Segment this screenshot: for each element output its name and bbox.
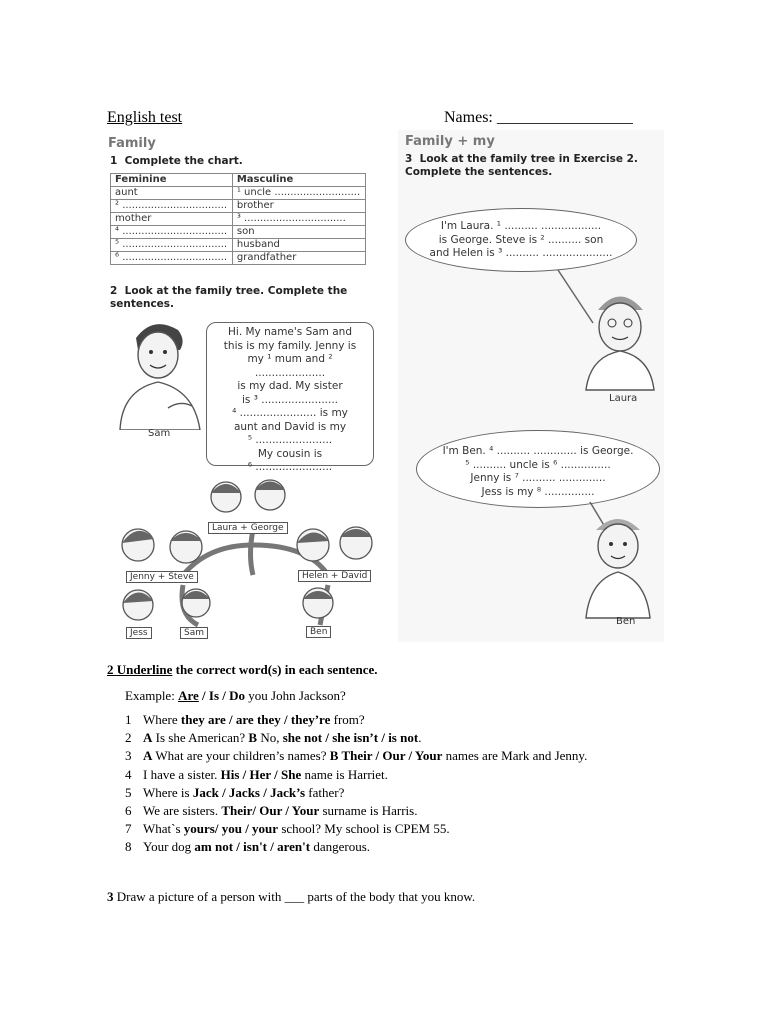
sam-caption: Sam [148, 428, 171, 439]
example-choice-correct: Are [178, 688, 199, 703]
section-2-underline-word: Underline [116, 662, 173, 677]
chart-cell: ⁵ ................................. [111, 239, 233, 252]
example-suffix: you John Jackson? [245, 688, 346, 703]
exercise-2-text-line1: Look at the family tree. Complete the [124, 285, 348, 297]
chart-cell: grandfather [232, 252, 365, 265]
speaker-label: A [143, 748, 153, 764]
question-choices[interactable]: yours/ you / your [183, 821, 279, 837]
example-separator: / [198, 688, 209, 703]
exercise-2-instruction [110, 285, 347, 311]
question-text: school? My school is CPEM 55. [278, 821, 450, 837]
exercise-3-text-line2: Complete the sentences. [405, 166, 553, 178]
section-2-number: 2 [107, 662, 114, 677]
exercise-3-text-line1: Look at the family tree in Exercise 2. [419, 153, 638, 165]
sam-illustration [108, 310, 208, 430]
question-text: name is Harriet. [301, 766, 388, 782]
names-line: _________________ [496, 109, 633, 126]
laura-illustration [528, 265, 668, 395]
question-item [125, 784, 587, 802]
question-choices[interactable]: His / Her / She [220, 766, 302, 782]
question-choices[interactable]: Jack / Jacks / Jack’s [192, 784, 306, 800]
section-title-family-my: Family + my [405, 134, 495, 149]
chart-cell: ⁶ ................................. [111, 252, 233, 265]
exercise-2-number: 2 [110, 285, 118, 297]
chart-cell: ⁴ ................................. [111, 226, 233, 239]
question-text: We are sisters. [143, 803, 222, 819]
speech-line: is George. Steve is ² .......... son [438, 233, 604, 246]
speech-line: ⁵ ....................... [247, 434, 333, 446]
speaker-label: B [248, 730, 258, 746]
question-text: dangerous. [310, 839, 371, 855]
question-text: . [418, 730, 422, 746]
question-text: surname is Harris. [319, 803, 418, 819]
question-text: father? [305, 784, 345, 800]
question-number: 1 [125, 712, 132, 727]
question-number: 7 [125, 821, 132, 837]
speech-line: this is my family. Jenny is [223, 339, 357, 352]
chart-cell: ³ ................................ [232, 213, 365, 226]
example-choice: Is [208, 688, 220, 703]
question-choices[interactable]: she not / she isn’t / is not [282, 730, 419, 746]
test-title: English test [107, 109, 183, 126]
section-3-number: 3 [107, 889, 114, 904]
question-number: 4 [125, 766, 132, 782]
example-choice: Do [229, 688, 246, 703]
question-text: What`s [143, 821, 184, 837]
exercise-1-instruction [110, 155, 243, 168]
section-3-text: Draw a picture of a person with ___ parts of the body that you know. [113, 889, 476, 904]
speech-line: I'm Laura. ¹ .......... .................. [440, 220, 602, 232]
tree-label-right-couple: Helen + David [298, 570, 371, 582]
chart-cell: husband [232, 239, 365, 252]
tree-label-sam: Sam [180, 627, 208, 639]
exercise-3-instruction [405, 153, 638, 179]
chart-cell: mother [111, 213, 233, 226]
chart-cell: ² ................................. [111, 200, 233, 213]
tree-label-left-couple: Jenny + Steve [126, 571, 198, 583]
speech-line: and Helen is ³ .......... ..................... [429, 247, 613, 259]
gender-chart [110, 173, 366, 265]
ben-caption: Ben [616, 616, 636, 627]
question-text: Your dog [143, 839, 195, 855]
speech-line: Jenny is ⁷ .......... .............. [470, 472, 606, 484]
speech-line: I'm Ben. ⁴ .......... ............. is George. [442, 445, 634, 457]
question-choices[interactable]: they are / are they / they’re [180, 712, 331, 727]
speech-line: ⁶ ....................... [247, 461, 333, 473]
question-choices[interactable]: am not / isn't / aren't [194, 839, 311, 855]
chart-cell: ¹ uncle ........................... [232, 187, 365, 200]
exercise-1-number: 1 [110, 155, 118, 167]
ben-speech-bubble [416, 430, 660, 508]
question-number: 2 [125, 730, 132, 746]
sam-speech-bubble [206, 322, 374, 473]
question-number: 5 [125, 784, 132, 800]
ben-illustration [568, 500, 664, 620]
chart-cell: aunt [111, 187, 233, 200]
tree-label-grandparents: Laura + George [208, 522, 288, 534]
question-number: 6 [125, 803, 132, 819]
question-text: What are your children’s names? [152, 748, 330, 764]
exercise-2-text-line2: sentences. [110, 298, 175, 310]
question-text: Where [143, 712, 181, 727]
question-number: 3 [125, 748, 132, 764]
question-text: No, [257, 730, 283, 746]
question-text: I have a sister. [143, 766, 221, 782]
question-item [125, 802, 587, 820]
worksheet-image [108, 130, 664, 642]
speech-line: ⁴ ....................... is my [232, 407, 348, 419]
question-item [125, 820, 587, 838]
example-prefix: Example: [125, 688, 179, 703]
example-separator: / [219, 688, 230, 703]
section-title-family: Family [108, 136, 156, 151]
question-text: Is she American? [152, 730, 249, 746]
exercise-3-number: 3 [405, 153, 413, 165]
question-choices[interactable]: B Their / Our / Your [329, 748, 443, 764]
speaker-label: A [143, 730, 153, 746]
section-3-instruction [107, 889, 475, 905]
speech-line: ⁵ .......... uncle is ⁶ ............... [465, 458, 611, 471]
section-2-heading [107, 662, 378, 678]
speech-line: my ¹ mum and ² ..................... [247, 353, 333, 379]
section-2-example [125, 687, 346, 705]
chart-cell: son [232, 226, 365, 239]
speech-line: Hi. My name's Sam and [228, 326, 352, 338]
tree-label-jess: Jess [126, 627, 152, 639]
question-text: names are Mark and Jenny. [442, 748, 588, 764]
family-tree-illustration [108, 475, 398, 645]
question-number: 8 [125, 839, 132, 855]
question-item [125, 729, 587, 747]
exercise-1-text: Complete the chart. [124, 155, 243, 167]
speech-line: is my dad. My sister [237, 380, 343, 392]
tree-label-ben: Ben [306, 626, 331, 638]
section-2-instruction: the correct word(s) in each sentence. [172, 662, 378, 677]
names-label: Names: [444, 109, 493, 126]
speech-line: My cousin is [257, 447, 323, 460]
question-item [125, 838, 587, 856]
speech-line: Jess is my ⁸ ............... [481, 485, 595, 498]
question-text: Where is [143, 784, 193, 800]
question-choices[interactable]: Their/ Our / Your [221, 803, 320, 819]
names-field[interactable] [444, 109, 633, 127]
question-text: from? [330, 712, 365, 727]
question-item [125, 766, 587, 784]
question-item [125, 747, 587, 765]
speech-line: aunt and David is my [233, 420, 347, 433]
chart-header-feminine: Feminine [111, 174, 233, 187]
chart-cell: brother [232, 200, 365, 213]
laura-caption: Laura [609, 393, 638, 404]
laura-speech-bubble [405, 208, 637, 272]
chart-header-masculine: Masculine [232, 174, 365, 187]
section-2-questions [125, 711, 587, 857]
question-item [125, 711, 587, 729]
speech-line: is ³ ....................... [241, 393, 339, 406]
